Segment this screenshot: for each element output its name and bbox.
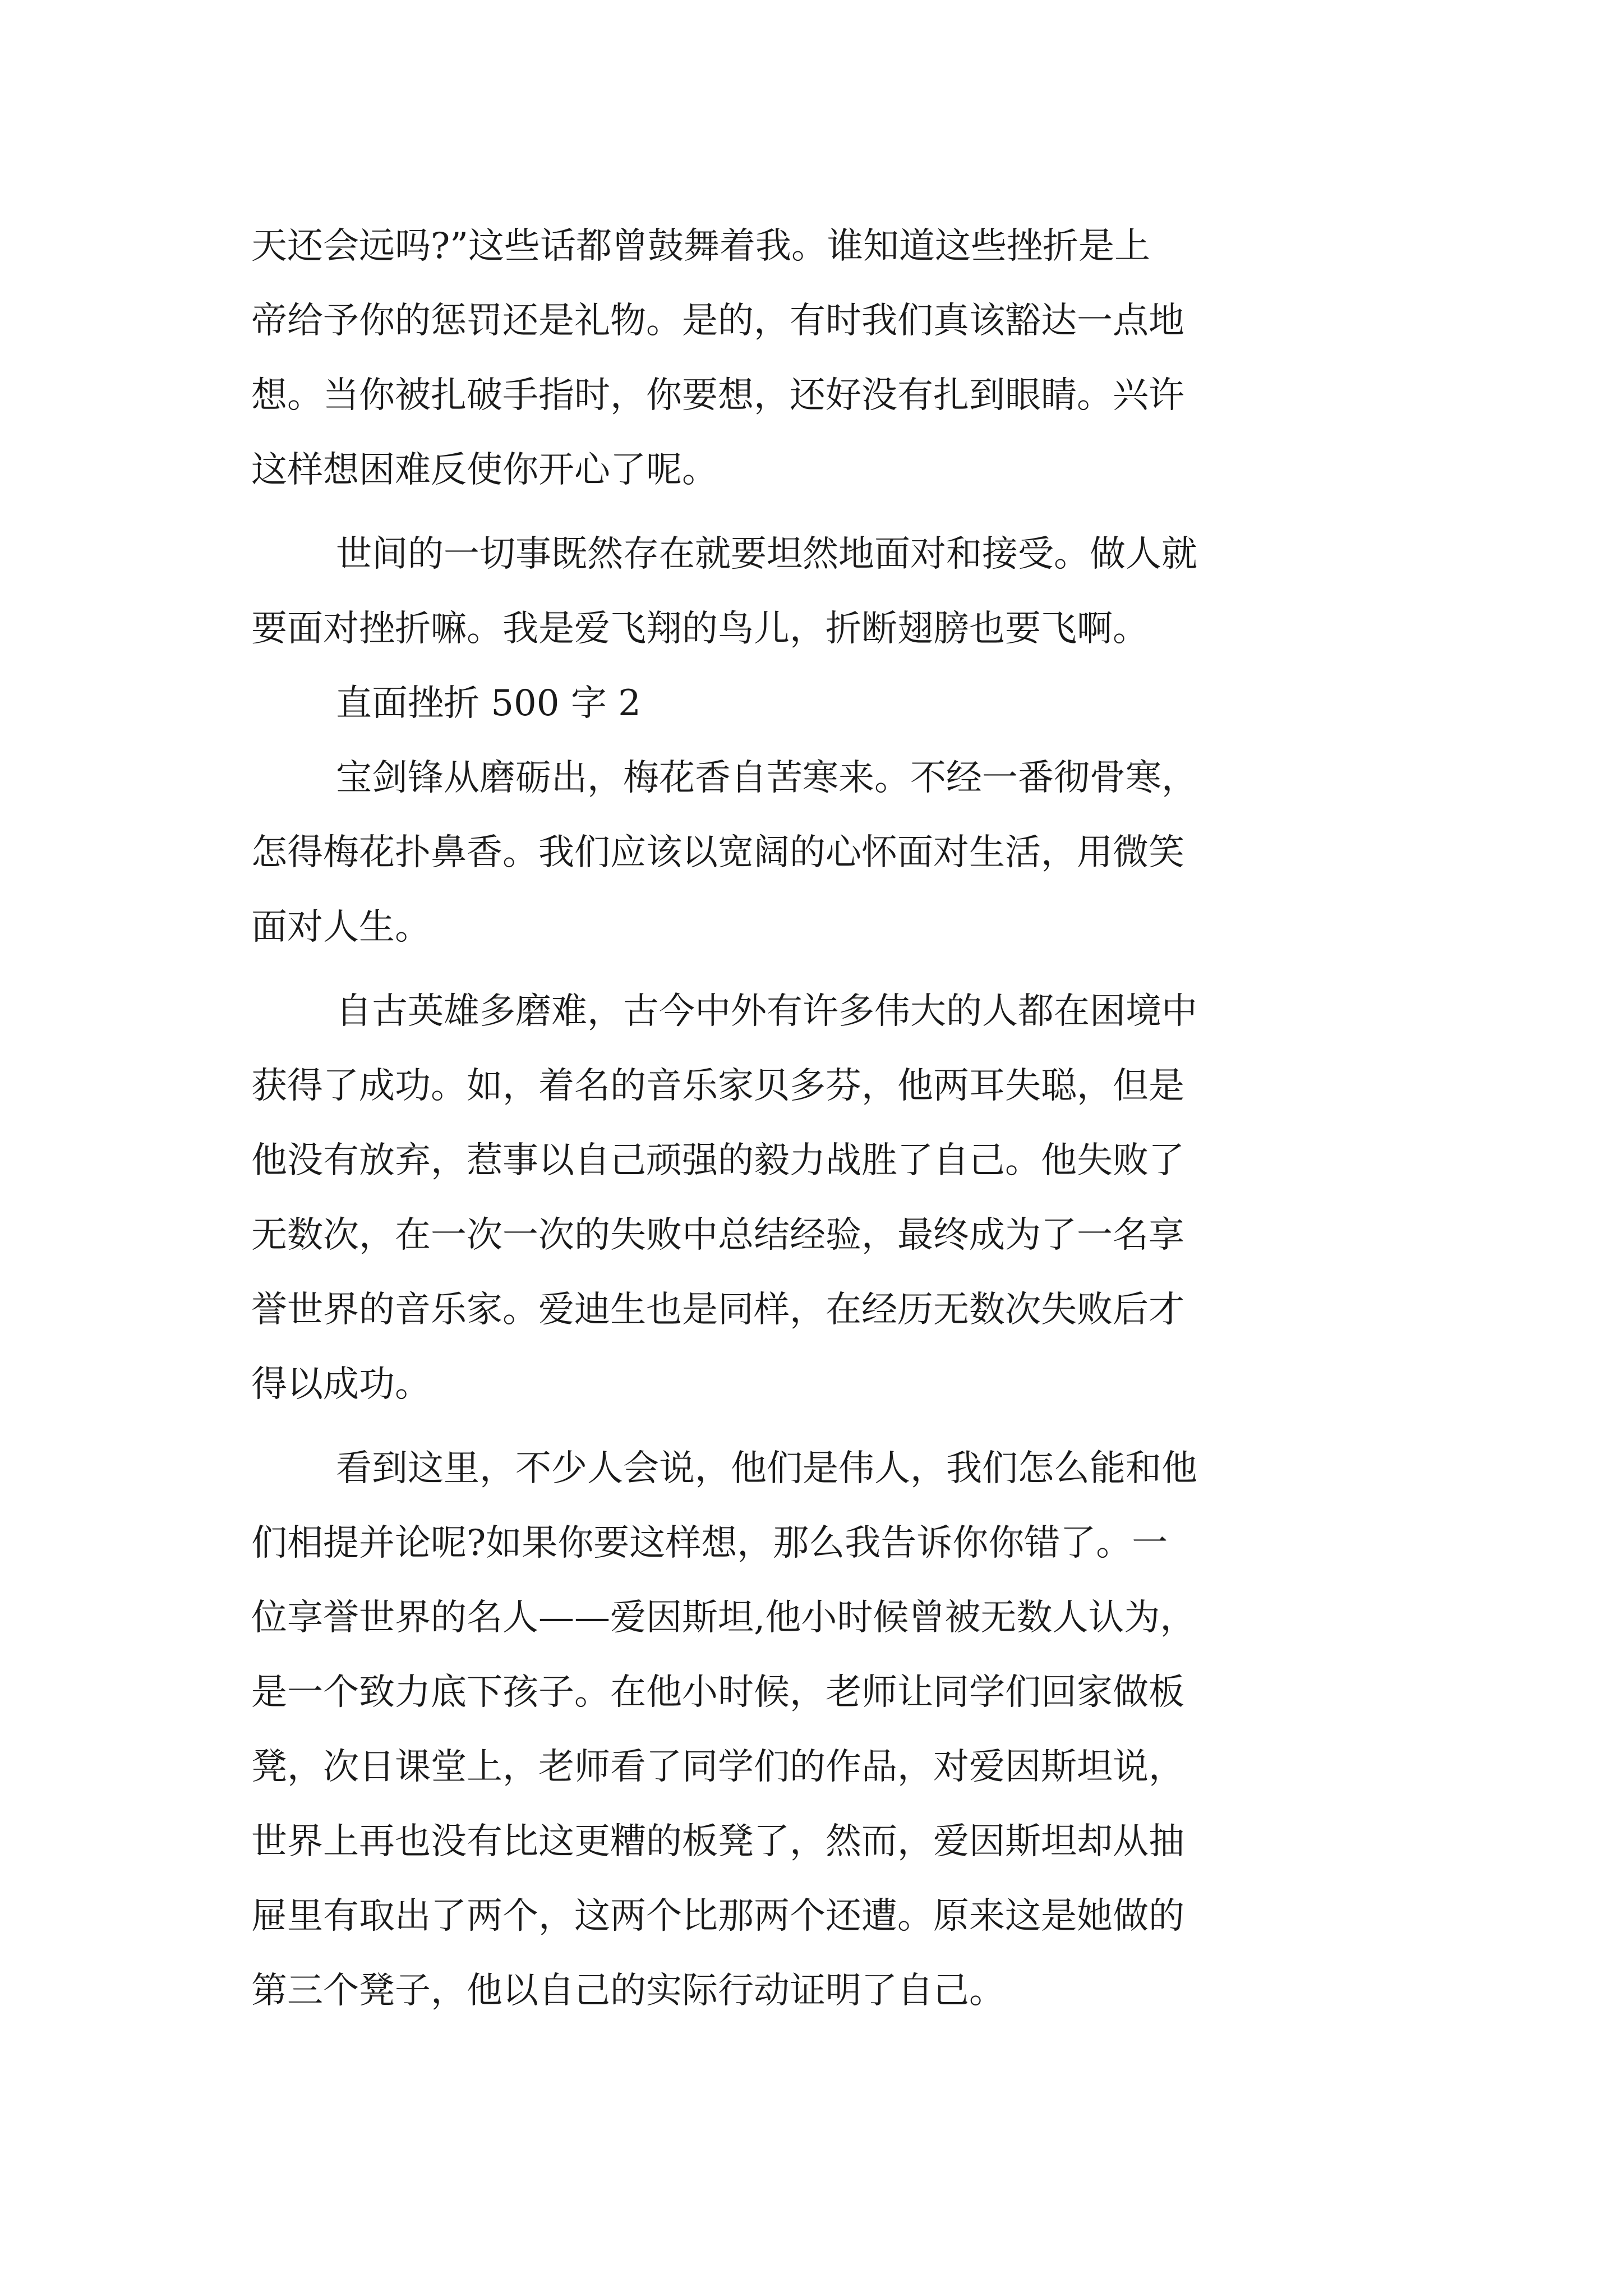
text-line: 宝剑锋从磨砺出，梅花香自苦寒来。不经一番彻骨寒， bbox=[336, 757, 1197, 799]
section-heading: 直面挫折 500 字 2 bbox=[336, 683, 641, 724]
text-line: 想。当你被扎破手指时，你要想，还好没有扎到眼睛。兴许 bbox=[251, 375, 1184, 416]
text-line: 面对人生。 bbox=[251, 907, 431, 948]
text-line: 誉世界的音乐家。爱迪生也是同样，在经历无数次失败后才 bbox=[251, 1289, 1184, 1331]
text-line: 屉里有取出了两个，这两个比那两个还遭。原来这是她做的 bbox=[251, 1895, 1184, 1937]
text-line: 得以成功。 bbox=[251, 1364, 431, 1405]
text-line: 世间的一切事既然存在就要坦然地面对和接受。做人就 bbox=[336, 533, 1197, 575]
text-line: 他没有放弃，惹事以自己顽强的毅力战胜了自己。他失败了 bbox=[251, 1140, 1184, 1181]
text-line: 看到这里，不少人会说，他们是伟人，我们怎么能和他 bbox=[336, 1448, 1197, 1489]
text-line: 无数次，在一次一次的失败中总结经验，最终成为了一名享 bbox=[251, 1214, 1184, 1256]
text-line: 位享誉世界的名人——爱因斯坦,他小时候曾被无数人认为， bbox=[251, 1597, 1196, 1639]
text-line: 要面对挫折嘛。我是爱飞翔的鸟儿，折断翅膀也要飞啊。 bbox=[251, 608, 1149, 650]
text-line: 凳，次日课堂上，老师看了同学们的作品，对爱因斯坦说， bbox=[251, 1746, 1184, 1788]
text-line: 怎得梅花扑鼻香。我们应该以宽阔的心怀面对生活，用微笑 bbox=[251, 832, 1184, 873]
text-line: 自古英雄多磨难，古今中外有许多伟大的人都在困境中 bbox=[336, 991, 1197, 1032]
text-line: 帝给予你的惩罚还是礼物。是的，有时我们真该豁达一点地 bbox=[251, 300, 1184, 342]
text-line: 获得了成功。如，着名的音乐家贝多芬，他两耳失聪，但是 bbox=[251, 1065, 1184, 1107]
text-line: 们相提并论呢?如果你要这样想，那么我告诉你你错了。一 bbox=[251, 1522, 1168, 1564]
text-line: 第三个凳子，他以自己的实际行动证明了自己。 bbox=[251, 1970, 1005, 2012]
text-line: 天还会远吗?”这些话都曾鼓舞着我。谁知道这些挫折是上 bbox=[251, 226, 1151, 267]
text-line: 是一个致力底下孩子。在他小时候，老师让同学们回家做板 bbox=[251, 1672, 1184, 1713]
text-line: 世界上再也没有比这更糟的板凳了，然而，爱因斯坦却从抽 bbox=[251, 1821, 1184, 1862]
text-line: 这样想困难反使你开心了呢。 bbox=[251, 449, 718, 491]
